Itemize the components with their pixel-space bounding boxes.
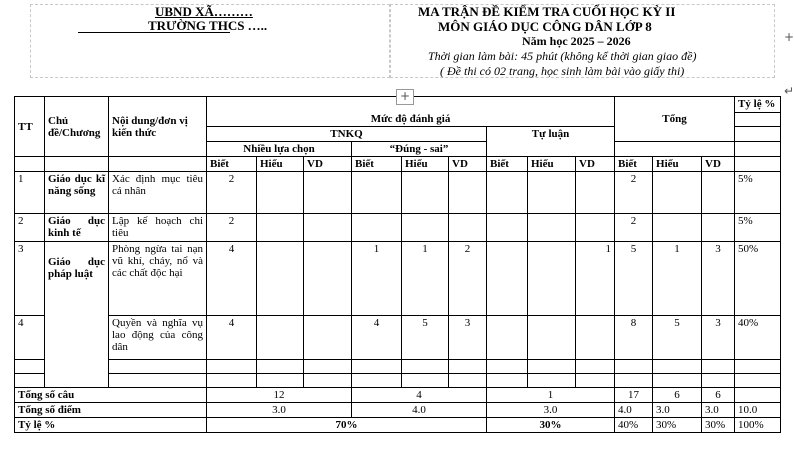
level-vd: VD bbox=[304, 157, 352, 172]
school-name: TRƯỜNG THCS ….. bbox=[148, 18, 268, 33]
cell-value bbox=[487, 172, 528, 214]
table-row bbox=[15, 316, 781, 360]
level-hieu: Hiểu bbox=[402, 157, 449, 172]
side-plus-icon[interactable]: + bbox=[783, 30, 794, 44]
header-noidung: Nội dung/đơn vị kiến thức bbox=[109, 97, 207, 157]
header-tong: Tổng bbox=[615, 97, 735, 142]
pages-note: ( Đề thi có 02 trang, học sinh làm bài vào giấy thi) bbox=[440, 64, 685, 78]
doc-title-2: MÔN GIÁO DỤC CÔNG DÂN LỚP 8 bbox=[438, 19, 652, 34]
matrix-table bbox=[14, 96, 781, 433]
school-underline bbox=[78, 32, 230, 33]
level-biet: Biết bbox=[487, 157, 528, 172]
cell-value: 3 bbox=[449, 316, 487, 360]
table-row bbox=[15, 214, 781, 242]
row-chude: Giáo dục pháp luật bbox=[45, 242, 109, 388]
sum-cau-label: Tổng số câu bbox=[15, 388, 207, 403]
cell-value: 1 bbox=[402, 242, 449, 316]
cell-value bbox=[528, 172, 576, 214]
cell-value bbox=[702, 172, 735, 214]
cell-value: 1 bbox=[653, 242, 702, 316]
row-noidung: Lập kế hoạch chi tiêu bbox=[109, 214, 207, 242]
cell-value bbox=[528, 316, 576, 360]
sum-cau-hieu: 6 bbox=[653, 388, 702, 403]
cell-value bbox=[257, 242, 304, 316]
cell-value bbox=[402, 172, 449, 214]
sum-diem-label: Tổng số điểm bbox=[15, 403, 207, 418]
cell-value: 2 bbox=[449, 242, 487, 316]
cell-tyle: 50% bbox=[735, 242, 781, 316]
header-mucdo: Mức độ đánh giá bbox=[207, 97, 615, 127]
header-tuluan: Tự luận bbox=[487, 127, 615, 157]
row-tt: 3 bbox=[15, 242, 45, 316]
cell-value bbox=[528, 242, 576, 316]
cell-value: 4 bbox=[352, 316, 402, 360]
sum-cau-tl: 1 bbox=[487, 388, 615, 403]
tyle-label: Tỷ lệ % bbox=[15, 418, 207, 433]
cell-value: 4 bbox=[207, 316, 257, 360]
cell-value: 3 bbox=[702, 242, 735, 316]
sum-diem-tl: 3.0 bbox=[487, 403, 615, 418]
sum-diem-hieu: 3.0 bbox=[653, 403, 702, 418]
cell-value: 3 bbox=[702, 316, 735, 360]
cell-tyle: 5% bbox=[735, 214, 781, 242]
cell-value bbox=[576, 214, 615, 242]
tyle-row bbox=[15, 418, 781, 433]
cell-value bbox=[449, 214, 487, 242]
sum-diem-total: 10.0 bbox=[735, 403, 781, 418]
table-row bbox=[15, 172, 781, 214]
row-chude: Giáo dục kinh tế bbox=[45, 214, 109, 242]
tyle-total: 100% bbox=[735, 418, 781, 433]
cell-value: 5 bbox=[402, 316, 449, 360]
cell-value bbox=[257, 214, 304, 242]
cell-value bbox=[576, 316, 615, 360]
cell-value bbox=[528, 214, 576, 242]
cell-value bbox=[702, 214, 735, 242]
time-note: Thời gian làm bài: 45 phút (không kể thời gian giao đề) bbox=[428, 49, 697, 63]
table-row bbox=[15, 242, 781, 316]
cell-value bbox=[576, 172, 615, 214]
level-vd: VD bbox=[449, 157, 487, 172]
org-name: UBND XÃ……… bbox=[155, 4, 253, 19]
header-chude: Chủ đề/Chương bbox=[45, 97, 109, 157]
cell-value bbox=[304, 316, 352, 360]
cell-value: 2 bbox=[615, 214, 653, 242]
row-noidung: Xác định mục tiêu cá nhân bbox=[109, 172, 207, 214]
sum-diem-nlc: 3.0 bbox=[207, 403, 352, 418]
cell-value bbox=[257, 172, 304, 214]
school-year: Năm học 2025 – 2026 bbox=[522, 34, 631, 48]
level-hieu: Hiểu bbox=[257, 157, 304, 172]
sum-diem-ds: 4.0 bbox=[352, 403, 487, 418]
cell-value: 2 bbox=[207, 214, 257, 242]
sum-diem-biet: 4.0 bbox=[615, 403, 653, 418]
cell-value bbox=[402, 214, 449, 242]
row-noidung: Quyền và nghĩa vụ lao động của công dân bbox=[109, 316, 207, 360]
sum-cau-biet: 17 bbox=[615, 388, 653, 403]
cell-tyle: 5% bbox=[735, 172, 781, 214]
cell-value bbox=[487, 214, 528, 242]
level-biet: Biết bbox=[207, 157, 257, 172]
tyle-vd: 30% bbox=[702, 418, 735, 433]
cell-value bbox=[487, 242, 528, 316]
sum-cau-ds: 4 bbox=[352, 388, 487, 403]
doc-title-1: MA TRẬN ĐỀ KIỂM TRA CUỐI HỌC KỲ II bbox=[418, 4, 676, 19]
tyle-hieu: 30% bbox=[653, 418, 702, 433]
level-hieu: Hiểu bbox=[653, 157, 702, 172]
add-row-icon[interactable]: + bbox=[396, 89, 414, 105]
sum-cau-vd: 6 bbox=[702, 388, 735, 403]
row-noidung: Phòng ngừa tai nạn vũ khí, cháy, nổ và các chất độc hại bbox=[109, 242, 207, 316]
level-biet: Biết bbox=[352, 157, 402, 172]
header-nlc: Nhiều lựa chọn bbox=[207, 142, 352, 157]
tyle-biet: 40% bbox=[615, 418, 653, 433]
cell-value: 8 bbox=[615, 316, 653, 360]
cell-value bbox=[487, 316, 528, 360]
level-vd: VD bbox=[702, 157, 735, 172]
cell-value: 2 bbox=[207, 172, 257, 214]
cell-value: 1 bbox=[352, 242, 402, 316]
cell-value bbox=[352, 214, 402, 242]
cell-value bbox=[449, 172, 487, 214]
side-paragraph-icon[interactable]: ↵ bbox=[783, 84, 794, 98]
header-tyle: Tỷ lệ % bbox=[735, 97, 781, 113]
cell-value: 5 bbox=[653, 316, 702, 360]
cell-value: 2 bbox=[615, 172, 653, 214]
empty-row bbox=[15, 360, 781, 374]
sum-cau-nlc: 12 bbox=[207, 388, 352, 403]
cell-value bbox=[352, 172, 402, 214]
row-tt: 4 bbox=[15, 316, 45, 360]
header-tnkq: TNKQ bbox=[207, 127, 487, 142]
header-dungsai: “Đúng - sai” bbox=[352, 142, 487, 157]
cell-value bbox=[653, 172, 702, 214]
sum-cau-row bbox=[15, 388, 781, 403]
cell-value: 5 bbox=[615, 242, 653, 316]
level-vd: VD bbox=[576, 157, 615, 172]
level-hieu: Hiểu bbox=[528, 157, 576, 172]
cell-value bbox=[304, 242, 352, 316]
sum-diem-row bbox=[15, 403, 781, 418]
row-tt: 1 bbox=[15, 172, 45, 214]
cell-value bbox=[653, 214, 702, 242]
cell-value bbox=[304, 172, 352, 214]
empty-row bbox=[15, 374, 781, 388]
cell-tyle: 40% bbox=[735, 316, 781, 360]
tyle-tl: 30% bbox=[487, 418, 615, 433]
level-biet: Biết bbox=[615, 157, 653, 172]
row-tt: 2 bbox=[15, 214, 45, 242]
cell-value bbox=[257, 316, 304, 360]
cell-value: 4 bbox=[207, 242, 257, 316]
cell-value bbox=[304, 214, 352, 242]
cell-value: 1 bbox=[576, 242, 615, 316]
header-tt: TT bbox=[15, 97, 45, 157]
sum-diem-vd: 3.0 bbox=[702, 403, 735, 418]
tyle-tnkq: 70% bbox=[207, 418, 487, 433]
row-chude: Giáo dục kĩ năng sống bbox=[45, 172, 109, 214]
